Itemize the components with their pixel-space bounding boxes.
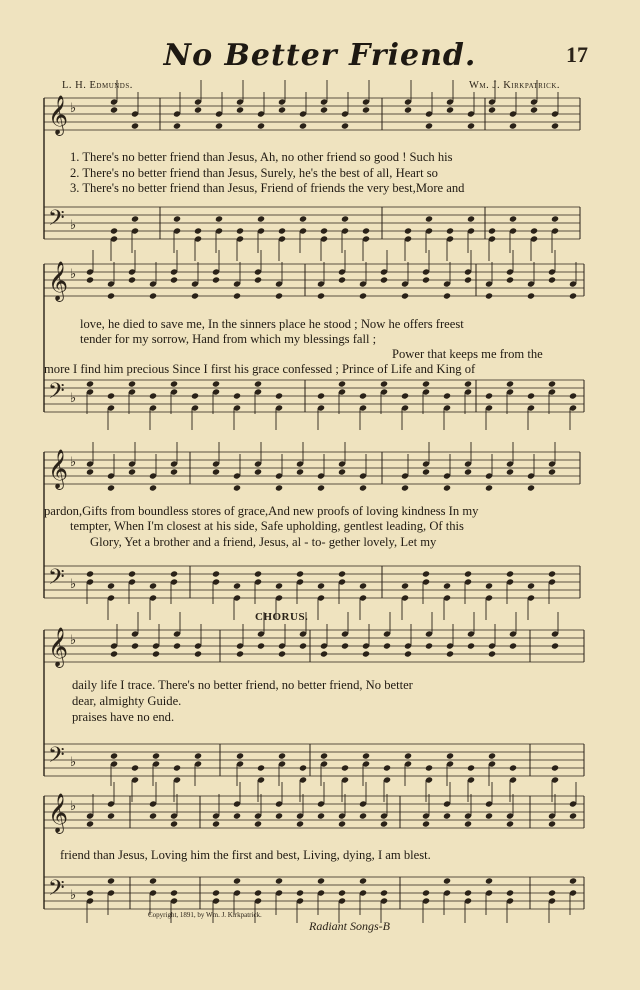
notehead-icon [170,889,178,896]
notehead-icon [551,764,559,771]
notehead-icon [299,215,307,222]
notehead-icon [527,484,535,491]
lyric-s5: friend than Jesus, Loving him the first and best, Living, dying, I am blest. [60,848,431,862]
notehead-icon [338,820,346,827]
notehead-icon [149,877,157,884]
notehead-icon [446,227,454,234]
notehead-icon [128,276,136,283]
notehead-icon [338,380,346,387]
notehead-icon [299,642,307,649]
lyric-s3-v1: pardon,Gifts from boundless stores of grace,And new proofs of loving kindness In my [44,504,479,518]
notehead-icon [380,380,388,387]
notehead-icon [464,468,472,475]
notehead-icon [278,106,286,113]
notehead-icon [212,468,220,475]
notehead-icon [317,582,325,589]
notehead-icon [362,650,370,657]
notehead-icon [341,764,349,771]
chorus-label: CHORUS. [255,611,309,623]
treble-clef-icon: 𝄞 [48,627,69,667]
flat-sign-icon: ♭ [70,218,77,233]
notehead-icon [548,276,556,283]
notehead-icon [404,106,412,113]
notehead-icon [194,106,202,113]
notehead-icon [170,276,178,283]
flat-sign-icon: ♭ [70,888,77,903]
notehead-icon [506,570,514,577]
notehead-icon [443,484,451,491]
notehead-icon [107,812,115,819]
notehead-icon [275,812,283,819]
notehead-icon [86,276,94,283]
notehead-icon [443,812,451,819]
notehead-icon [296,820,304,827]
notehead-icon [254,820,262,827]
notehead-icon [152,650,160,657]
notehead-icon [149,812,157,819]
notehead-icon [383,642,391,649]
notehead-icon [359,877,367,884]
notehead-icon [485,292,493,299]
notehead-icon [296,468,304,475]
lyric-s4-v3: praises have no end. [72,710,175,724]
notehead-icon [296,570,304,577]
notehead-icon [569,392,577,399]
notehead-icon [443,292,451,299]
notehead-icon [173,215,181,222]
notehead-icon [509,764,517,771]
notehead-icon [425,642,433,649]
notehead-icon [551,122,559,129]
publisher-mark: Radiant Songs-B [309,919,390,933]
notehead-icon [128,468,136,475]
copyright-notice: Copyright, 1891, by Wm. J. Kirkpatrick. [148,911,262,919]
notehead-icon [317,877,325,884]
notehead-icon [257,122,265,129]
lyric-s2-v2b: Power that keeps me from the [392,347,543,361]
notehead-icon [359,812,367,819]
notehead-icon [233,582,241,589]
notehead-icon [341,122,349,129]
notehead-icon [422,570,430,577]
notehead-icon [236,650,244,657]
notehead-icon [107,292,115,299]
flat-sign-icon: ♭ [70,633,77,648]
notehead-icon [341,642,349,649]
notehead-icon [254,889,262,896]
notehead-icon [194,227,202,234]
notehead-icon [485,484,493,491]
notehead-icon [527,292,535,299]
lyric-s2-v2: tender for my sorrow, Hand from which my blessings fall ; [80,332,377,346]
lyric-s1-v3: 3. There's no better friend than Jesus, Friend of friends the very best,More and [70,181,465,195]
notehead-icon [404,752,412,759]
notehead-icon [86,570,94,577]
notehead-icon [509,642,517,649]
notehead-icon [422,276,430,283]
notehead-icon [212,570,220,577]
notehead-icon [488,752,496,759]
notehead-icon [275,582,283,589]
notehead-icon [107,484,115,491]
notehead-icon [296,889,304,896]
flat-sign-icon: ♭ [70,101,77,116]
notehead-icon [320,227,328,234]
notehead-icon [401,484,409,491]
notehead-icon [569,812,577,819]
notehead-icon [236,106,244,113]
notehead-icon [278,227,286,234]
notehead-icon [299,764,307,771]
notehead-icon [506,820,514,827]
notehead-icon [488,650,496,657]
notehead-icon [401,392,409,399]
notehead-icon [317,292,325,299]
notehead-icon [341,215,349,222]
notehead-icon [128,380,136,387]
notehead-icon [278,752,286,759]
notehead-icon [446,650,454,657]
notehead-icon [275,292,283,299]
notehead-icon [107,582,115,589]
notehead-icon [446,106,454,113]
notehead-icon [443,392,451,399]
notehead-icon [215,215,223,222]
notehead-icon [485,582,493,589]
notehead-icon [257,215,265,222]
notehead-icon [464,380,472,387]
notehead-icon [362,227,370,234]
notehead-icon [464,820,472,827]
notehead-icon [362,752,370,759]
bass-clef-icon: 𝄢 [48,565,65,595]
notehead-icon [401,582,409,589]
notehead-icon [467,215,475,222]
notehead-icon [506,889,514,896]
notehead-icon [191,292,199,299]
notehead-icon [254,570,262,577]
notehead-icon [131,642,139,649]
notehead-icon [149,292,157,299]
notehead-icon [149,392,157,399]
notehead-icon [506,468,514,475]
notehead-icon [131,764,139,771]
notehead-icon [551,642,559,649]
notehead-icon [110,227,118,234]
lyric-s2-v3: more I find him precious Since I first his grace confessed ; Prince of Life and King of [44,362,476,376]
notehead-icon [359,392,367,399]
notehead-icon [86,889,94,896]
lyric-s4-v2: dear, almighty Guide. [72,694,182,708]
notehead-icon [422,380,430,387]
notehead-icon [86,380,94,387]
composer-credit: Wm. J. Kirkpatrick. [468,80,560,91]
notehead-icon [275,392,283,399]
notehead-icon [467,642,475,649]
notehead-icon [338,889,346,896]
notehead-icon [425,122,433,129]
notehead-icon [359,484,367,491]
notehead-icon [527,392,535,399]
notehead-icon [320,752,328,759]
notehead-icon [254,380,262,387]
notehead-icon [404,650,412,657]
lyric-s1-v2: 2. There's no better friend than Jesus, Surely, he's the best of all, Heart so [70,166,438,180]
notehead-icon [254,468,262,475]
notehead-icon [464,889,472,896]
notehead-icon [191,392,199,399]
notehead-icon [233,392,241,399]
bass-clef-icon: 𝄢 [48,743,65,773]
notehead-icon [422,889,430,896]
treble-clef-icon: 𝄞 [48,261,69,301]
lyric-s2-v1: love, he died to save me, In the sinners place he stood ; Now he offers freest [80,317,464,331]
notehead-icon [317,812,325,819]
flat-sign-icon: ♭ [70,755,77,770]
notehead-icon [488,227,496,234]
notehead-icon [359,582,367,589]
notehead-icon [338,276,346,283]
notehead-icon [569,877,577,884]
notehead-icon [404,227,412,234]
notehead-icon [86,820,94,827]
notehead-icon [380,276,388,283]
notehead-icon [107,392,115,399]
notehead-icon [401,292,409,299]
lyric-s3-v2: tempter, When I'm closest at his side, Safe upholding, gentlest leading, Of this [70,519,464,533]
notehead-icon [233,292,241,299]
notehead-icon [149,582,157,589]
notehead-icon [509,215,517,222]
notehead-icon [236,227,244,234]
notehead-icon [467,764,475,771]
lyric-s1-v1: 1. There's no better friend than Jesus, Ah, no other friend so good ! Such his [70,150,453,164]
notehead-icon [110,752,118,759]
notehead-icon [110,106,118,113]
notehead-icon [383,764,391,771]
notehead-icon [278,650,286,657]
bass-clef-icon: 𝄢 [48,379,65,409]
flat-sign-icon: ♭ [70,455,77,470]
notehead-icon [254,276,262,283]
notehead-icon [236,752,244,759]
notehead-icon [212,276,220,283]
notehead-icon [233,877,241,884]
notehead-icon [488,106,496,113]
notehead-icon [362,106,370,113]
bass-clef-icon: 𝄢 [48,876,65,906]
notehead-icon [530,227,538,234]
notehead-icon [299,122,307,129]
notehead-icon [467,122,475,129]
notehead-icon [425,215,433,222]
notehead-icon [317,392,325,399]
notehead-icon [425,764,433,771]
treble-clef-icon: 𝄞 [48,95,69,135]
notehead-icon [548,820,556,827]
notehead-icon [170,468,178,475]
notehead-icon [131,122,139,129]
notehead-icon [530,106,538,113]
notehead-icon [233,812,241,819]
notehead-icon [212,889,220,896]
notehead-icon [320,650,328,657]
notehead-icon [275,484,283,491]
notehead-icon [131,215,139,222]
notehead-icon [548,380,556,387]
notehead-icon [194,650,202,657]
notehead-icon [422,820,430,827]
notehead-icon [548,468,556,475]
notehead-icon [257,642,265,649]
lyric-s4-v1: daily life I trace. There's no better friend, no better friend, No better [72,678,413,692]
notehead-icon [443,582,451,589]
flat-sign-icon: ♭ [70,577,77,592]
notehead-icon [215,122,223,129]
notehead-icon [485,812,493,819]
notehead-icon [110,650,118,657]
flat-sign-icon: ♭ [70,391,77,406]
notehead-icon [527,582,535,589]
notehead-icon [380,820,388,827]
notehead-icon [173,764,181,771]
notehead-icon [152,752,160,759]
notehead-icon [170,820,178,827]
notehead-icon [551,215,559,222]
page-title: No Better Friend. [163,38,477,73]
notehead-icon [107,877,115,884]
page-number: 17 [566,42,588,67]
notehead-icon [485,392,493,399]
notehead-icon [194,752,202,759]
notehead-icon [359,292,367,299]
flat-sign-icon: ♭ [70,267,77,282]
notehead-icon [257,764,265,771]
treble-clef-icon: 𝄞 [48,793,69,833]
treble-clef-icon: 𝄞 [48,449,69,489]
notehead-icon [173,642,181,649]
notehead-icon [509,122,517,129]
notehead-icon [320,106,328,113]
notehead-icon [170,380,178,387]
lyricist-credit: L. H. Edmunds. [62,80,133,91]
notehead-icon [446,752,454,759]
notehead-icon [443,877,451,884]
notehead-icon [422,468,430,475]
flat-sign-icon: ♭ [70,799,77,814]
notehead-icon [173,122,181,129]
notehead-icon [338,468,346,475]
notehead-icon [149,484,157,491]
notehead-icon [170,570,178,577]
notehead-icon [569,292,577,299]
notehead-icon [464,570,472,577]
notehead-icon [212,820,220,827]
notehead-icon [212,380,220,387]
notehead-icon [506,276,514,283]
notehead-icon [317,484,325,491]
notehead-icon [86,468,94,475]
notehead-icon [380,889,388,896]
notehead-icon [506,380,514,387]
lyric-s3-v3: Glory, Yet a brother and a friend, Jesus, al - to- gether lovely, Let my [90,535,437,549]
notehead-icon [548,570,556,577]
notehead-icon [338,570,346,577]
notehead-icon [233,484,241,491]
notehead-icon [275,877,283,884]
bass-clef-icon: 𝄢 [48,206,65,236]
notehead-icon [548,889,556,896]
notehead-icon [485,877,493,884]
notehead-icon [464,276,472,283]
notehead-icon [128,570,136,577]
